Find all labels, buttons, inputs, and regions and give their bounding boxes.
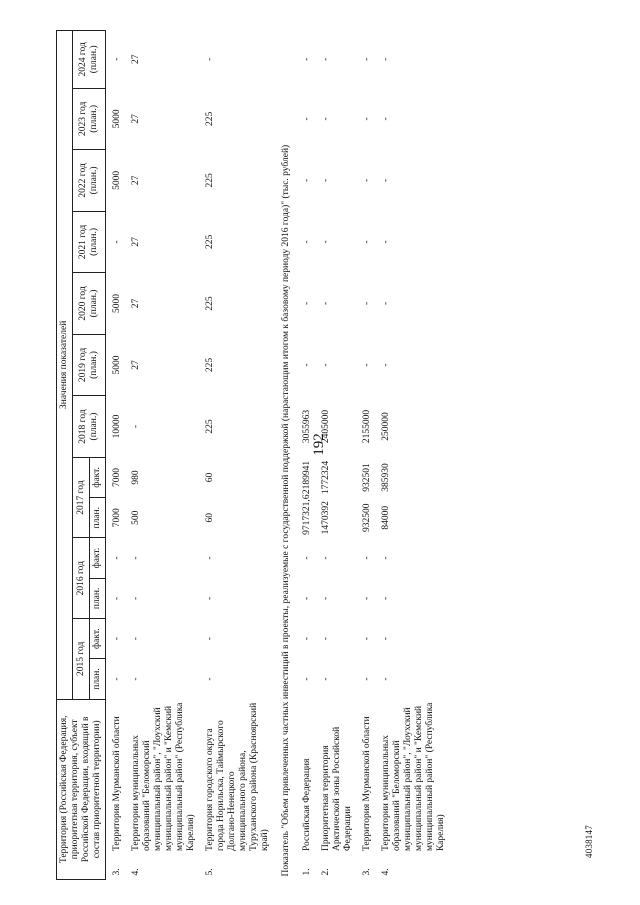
year-2023-header: 2023 год (план.) xyxy=(73,88,106,150)
value-cell: - xyxy=(381,596,391,600)
value-cell: - xyxy=(362,178,372,182)
plan-subheader-2016: план. xyxy=(90,578,106,618)
year-2020-header: 2020 год (план.) xyxy=(73,273,106,335)
value-cell: - xyxy=(302,178,312,182)
plan-subheader-2015: план. xyxy=(90,659,106,699)
value-cell: - xyxy=(321,637,331,641)
value-cell: 500 xyxy=(131,510,141,525)
value-cell: 5000 xyxy=(112,109,122,129)
value-cell: 27 xyxy=(131,298,141,309)
value-cell: - xyxy=(381,556,391,560)
value-cell: 1772324 xyxy=(321,460,331,495)
row-number: 4. xyxy=(381,868,391,876)
value-cell: 385930 xyxy=(381,463,391,492)
value-cell: - xyxy=(302,240,312,244)
table-row xyxy=(125,31,199,880)
indicator-caption: Показатель "Объем привлеченных частных инвестиций в проекты, реализуемые с государственной поддержкой (нарастающим итогом к базовому периоду 2016 года)" (тыс. рублей) xyxy=(281,144,291,877)
value-cell: 2405000 xyxy=(321,409,331,444)
value-cell: - xyxy=(302,637,312,641)
value-cell: - xyxy=(205,596,215,600)
value-cell: - xyxy=(381,240,391,244)
value-cell: - xyxy=(381,363,391,367)
row-number: 2. xyxy=(321,868,331,876)
value-cell: 7000 xyxy=(112,508,122,528)
value-cell: - xyxy=(362,677,372,681)
value-cell: 5000 xyxy=(112,355,122,375)
value-cell: - xyxy=(302,117,312,121)
territory-name: Территория Мурманской области xyxy=(362,716,372,852)
value-cell: 7000 xyxy=(112,467,122,487)
value-cell: - xyxy=(112,637,122,641)
value-cell: 3055963 xyxy=(302,409,312,444)
value-cell: 60 xyxy=(205,472,215,483)
value-cell: - xyxy=(321,677,331,681)
value-cell: - xyxy=(362,596,372,600)
value-cell: - xyxy=(112,556,122,560)
value-cell: - xyxy=(362,637,372,641)
value-cell: 980 xyxy=(131,470,141,485)
value-cell: 9717321,6 xyxy=(302,494,312,535)
value-cell: 5000 xyxy=(112,293,122,313)
value-cell: - xyxy=(131,596,141,600)
value-cell: - xyxy=(381,178,391,182)
year-2017-header: 2017 год xyxy=(73,457,90,538)
value-cell: - xyxy=(321,240,331,244)
value-cell: 225 xyxy=(205,296,215,311)
value-cell: 27 xyxy=(131,237,141,247)
value-cell: - xyxy=(362,240,372,244)
page-number: 192 xyxy=(310,433,327,456)
table-row xyxy=(199,31,273,880)
table-row xyxy=(375,31,449,880)
table-row xyxy=(106,31,126,880)
territory-header: Территория (Российская Федерация, приоритетная территория, субъект Российской Федерации, входящий в состав приоритетной территории) xyxy=(57,699,106,879)
value-cell: - xyxy=(205,637,215,641)
territory-name: Российская Федерация xyxy=(302,758,312,852)
value-cell: 225 xyxy=(205,357,215,373)
value-cell: - xyxy=(321,363,331,367)
year-2022-header: 2022 год (план.) xyxy=(73,150,106,212)
territory-name: Территория городского округа города Норильска, Таймырского Долгано-Ненецкого муниципального района, Туруханского района (Красноярский край) xyxy=(205,702,270,852)
value-cell: 2189941 xyxy=(302,460,312,495)
value-cell: - xyxy=(321,117,331,121)
value-cell: 27 xyxy=(131,175,141,186)
value-cell: 27 xyxy=(131,114,141,124)
value-cell: 84000 xyxy=(381,505,391,530)
fact-subheader-2017: факт. xyxy=(90,457,106,497)
territory-name: Территория Мурманской области xyxy=(112,716,122,852)
plan-subheader-2017: план. xyxy=(90,498,106,538)
value-cell: - xyxy=(362,363,372,367)
value-cell: - xyxy=(321,556,331,560)
row-number: 3. xyxy=(362,868,372,876)
year-2016-header: 2016 год xyxy=(73,538,90,619)
value-cell: - xyxy=(112,240,122,244)
table-header xyxy=(57,31,106,880)
value-cell: - xyxy=(131,424,141,429)
value-cell: - xyxy=(321,178,331,182)
value-cell: - xyxy=(321,596,331,600)
rotated-table-container xyxy=(56,30,636,880)
value-cell: 225 xyxy=(205,173,215,188)
value-cell: - xyxy=(321,301,331,306)
value-cell: - xyxy=(112,57,122,61)
value-cell: - xyxy=(381,637,391,641)
value-cell: - xyxy=(381,301,391,306)
table-row xyxy=(296,31,315,880)
value-cell: 60 xyxy=(205,513,215,523)
value-cell: 2155000 xyxy=(362,409,372,444)
value-cell: - xyxy=(302,556,312,560)
value-cell: 1470392 xyxy=(321,501,331,535)
value-cell: - xyxy=(205,556,215,560)
year-2015-header: 2015 год xyxy=(73,619,90,700)
value-cell: - xyxy=(381,117,391,121)
value-cell: 225 xyxy=(205,419,215,434)
row-number: 3. xyxy=(112,868,122,876)
value-cell: - xyxy=(321,57,331,61)
table-row xyxy=(356,31,375,880)
value-cell: 250000 xyxy=(381,412,391,441)
value-cell: 10000 xyxy=(112,414,122,439)
row-number: 1. xyxy=(302,868,312,876)
value-cell: 27 xyxy=(131,360,141,370)
value-cell: - xyxy=(362,301,372,306)
value-cell: - xyxy=(302,301,312,306)
table-row xyxy=(315,31,356,880)
value-cell: - xyxy=(362,117,372,121)
row-number: 5. xyxy=(205,868,215,876)
value-cell: - xyxy=(112,596,122,600)
value-cell: 27 xyxy=(131,54,141,65)
value-cell: - xyxy=(205,677,215,681)
value-cell: - xyxy=(362,556,372,560)
fact-subheader-2016: факт. xyxy=(90,538,106,578)
value-cell: 225 xyxy=(205,111,215,126)
value-cell: - xyxy=(131,556,141,560)
table-body xyxy=(106,31,450,880)
territory-name: Приоритетная территория Арктической зоны Российской Федерации xyxy=(321,726,353,852)
value-cell: 932500 xyxy=(362,503,372,532)
value-cell: - xyxy=(302,57,312,61)
value-cell: - xyxy=(302,363,312,367)
value-cell: - xyxy=(381,57,391,61)
year-2018-header: 2018 год (план.) xyxy=(73,396,106,458)
value-cell: 5000 xyxy=(112,170,122,190)
value-cell: - xyxy=(381,677,391,681)
value-cell: - xyxy=(131,677,141,681)
row-number: 4. xyxy=(131,868,141,876)
value-cell: - xyxy=(302,596,312,600)
year-2024-header: 2024 год (план.) xyxy=(73,31,106,89)
year-2019-header: 2019 год (план.) xyxy=(73,334,106,396)
fact-subheader-2015: факт. xyxy=(90,619,106,659)
indicator-table xyxy=(56,30,449,880)
value-cell: - xyxy=(205,57,215,61)
value-cell: 932501 xyxy=(362,463,372,492)
document-id: 4038147 xyxy=(584,825,594,858)
section-caption-row xyxy=(273,31,296,880)
territory-name: Территории муниципальных образований "Беломорский муниципальный район", "Лоухский муниципальный район" и "Кемский муниципальный район" (Республика Карелия) xyxy=(131,702,196,852)
territory-name: Территории муниципальных образований "Беломорский муниципальный район", "Лоухский муниципальный район" и "Кемский муниципальный район" (Республика Карелия) xyxy=(381,702,446,852)
values-group-header: Значения показателей xyxy=(57,31,73,700)
value-cell: - xyxy=(302,677,312,681)
value-cell: 225 xyxy=(205,234,215,250)
year-2021-header: 2021 год (план.) xyxy=(73,211,106,273)
value-cell: - xyxy=(131,637,141,641)
value-cell: - xyxy=(362,57,372,61)
value-cell: - xyxy=(112,677,122,681)
